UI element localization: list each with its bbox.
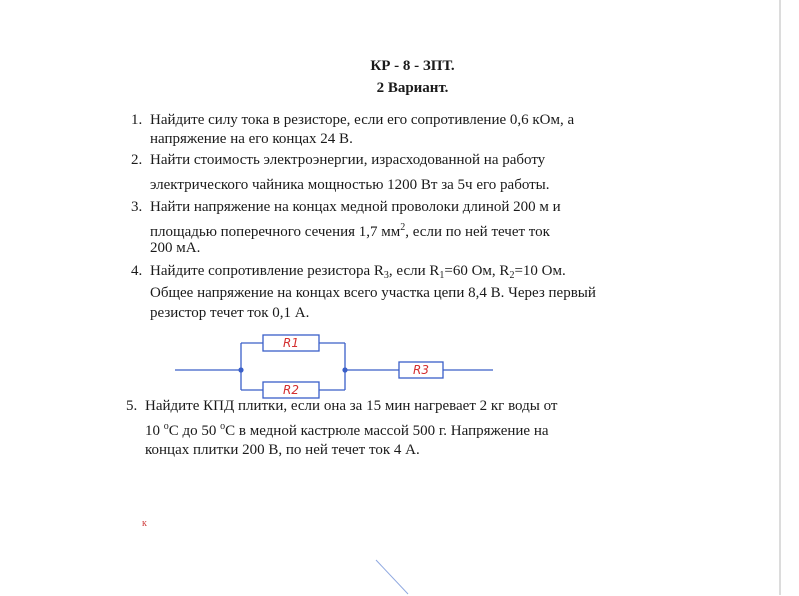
task-3-number: 3. — [131, 199, 143, 215]
stray-red-mark: к — [142, 518, 147, 529]
resistor-r1-label: R1 — [283, 336, 299, 350]
stray-blue-stroke — [372, 556, 412, 596]
task-5-text-c: С в медной кастрюле массой 500 г. Напряжение на — [225, 423, 549, 439]
task-2-number: 2. — [131, 152, 143, 168]
task-5-degree-1: о — [163, 421, 169, 432]
task-3-line-3: 200 мА. — [150, 240, 201, 256]
task-4-text-b: , если R — [388, 263, 440, 279]
task-4-text-a: Найдите сопротивление резистора R — [150, 263, 384, 279]
task-1-line-1: Найдите силу тока в резисторе, если его сопротивление 0,6 кОм, а — [150, 112, 575, 128]
task-5-degree-2: о — [220, 421, 226, 432]
task-1-line-2: напряжение на его концах 24 В. — [150, 131, 353, 147]
task-4-line-1 — [150, 263, 566, 281]
task-5-line-3: концах плитки 200 В, по ней течет ток 4 А. — [145, 442, 420, 458]
task-1-number: 1. — [131, 112, 143, 128]
task-2-line-1: Найти стоимость электроэнергии, израсходованной на работу — [150, 152, 546, 168]
page-title: КР - 8 - ЗПТ. — [370, 58, 455, 74]
task-4-text-d: =10 Ом. — [514, 263, 566, 279]
task-5-text-a: 10 — [145, 423, 164, 439]
task-4-line-2: Общее напряжение на концах всего участка цепи 8,4 В. Через первый — [150, 285, 596, 301]
junction-left — [238, 367, 243, 372]
task-5-number: 5. — [126, 398, 138, 414]
task-4-text-c: =60 Ом, R — [444, 263, 510, 279]
task-4-sub-2: 1 — [439, 270, 445, 281]
task-4-sub-1: 3 — [383, 270, 389, 281]
resistor-r2-label: R2 — [283, 383, 299, 397]
task-2-line-2: электрического чайника мощностью 1200 Вт за 5ч его работы. — [150, 177, 550, 193]
circuit-wires — [175, 343, 493, 390]
task-3-line-2-tail: , если по ней течет ток — [405, 224, 550, 240]
task-3-line-1: Найти напряжение на концах медной проволоки длиной 200 м и — [150, 199, 561, 215]
task-5-line-2 — [145, 421, 549, 440]
task-5-line-1: Найдите КПД плитки, если она за 15 мин нагревает 2 кг воды от — [145, 398, 558, 414]
resistor-r3-label: R3 — [413, 363, 429, 377]
task-3-line-2-text: площадью поперечного сечения 1,7 мм — [150, 224, 401, 240]
task-5-text-b: С до 50 — [168, 423, 221, 439]
variant-title: 2 Вариант. — [376, 80, 449, 96]
junction-right — [342, 367, 347, 372]
task-4-number: 4. — [131, 263, 143, 279]
task-3-line-2 — [150, 222, 550, 241]
task-4-line-3: резистор течет ток 0,1 А. — [150, 305, 310, 321]
task-4-sub-3: 2 — [509, 270, 515, 281]
task-3-superscript: 2 — [400, 222, 406, 233]
